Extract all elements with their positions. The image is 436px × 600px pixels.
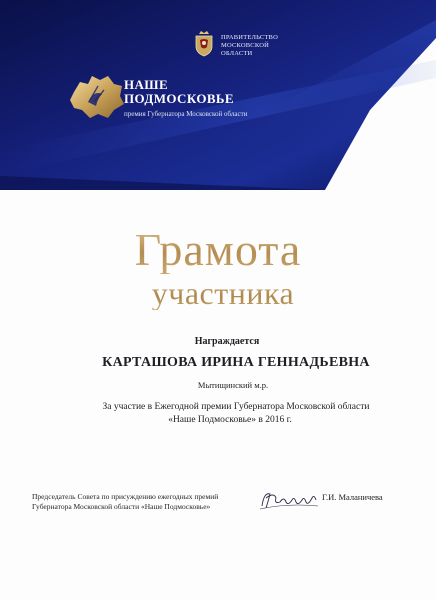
nashe-podmoskovie-logo (68, 72, 298, 132)
certificate-subtitle: участника (0, 276, 436, 310)
award-reason-line: «Наше Подмосковье» в 2016 г. (168, 415, 292, 425)
certificate-title: Грамота (0, 226, 436, 274)
recipient-name: КАРТАШОВА ИРИНА ГЕННАДЬЕВНА (102, 355, 370, 370)
recipient-district: Мытищинский м.р. (197, 380, 269, 390)
coat-of-arms-icon (192, 30, 216, 58)
awarded-label: Награждается (194, 336, 260, 347)
brand-title-line: НАШЕ (124, 77, 169, 92)
government-line: ОБЛАСТИ (221, 50, 253, 57)
government-name (221, 34, 278, 58)
signer-name: Г.И. Маланичева (322, 492, 383, 502)
award-reason-line: За участие в Ежегодной премии Губернатора Московской области (102, 402, 370, 412)
moscow-region-map-icon (68, 72, 128, 120)
chair-title (32, 492, 218, 512)
chair-title-line: Губернатора Московской области «Наше Подмосковье» (32, 502, 211, 511)
handwritten-signature (258, 484, 320, 514)
brand-title-line: ПОДМОСКОВЬЕ (124, 91, 234, 106)
chair-title-line: Председатель Совета по присуждению ежегодных премий (32, 492, 219, 501)
brand-subtitle: премия Губернатора Московской области (124, 110, 248, 118)
government-line: ПРАВИТЕЛЬСТВО (221, 34, 278, 41)
government-logo-block (192, 30, 278, 58)
brand-title (124, 78, 234, 106)
government-line: МОСКОВСКОЙ (221, 42, 269, 49)
